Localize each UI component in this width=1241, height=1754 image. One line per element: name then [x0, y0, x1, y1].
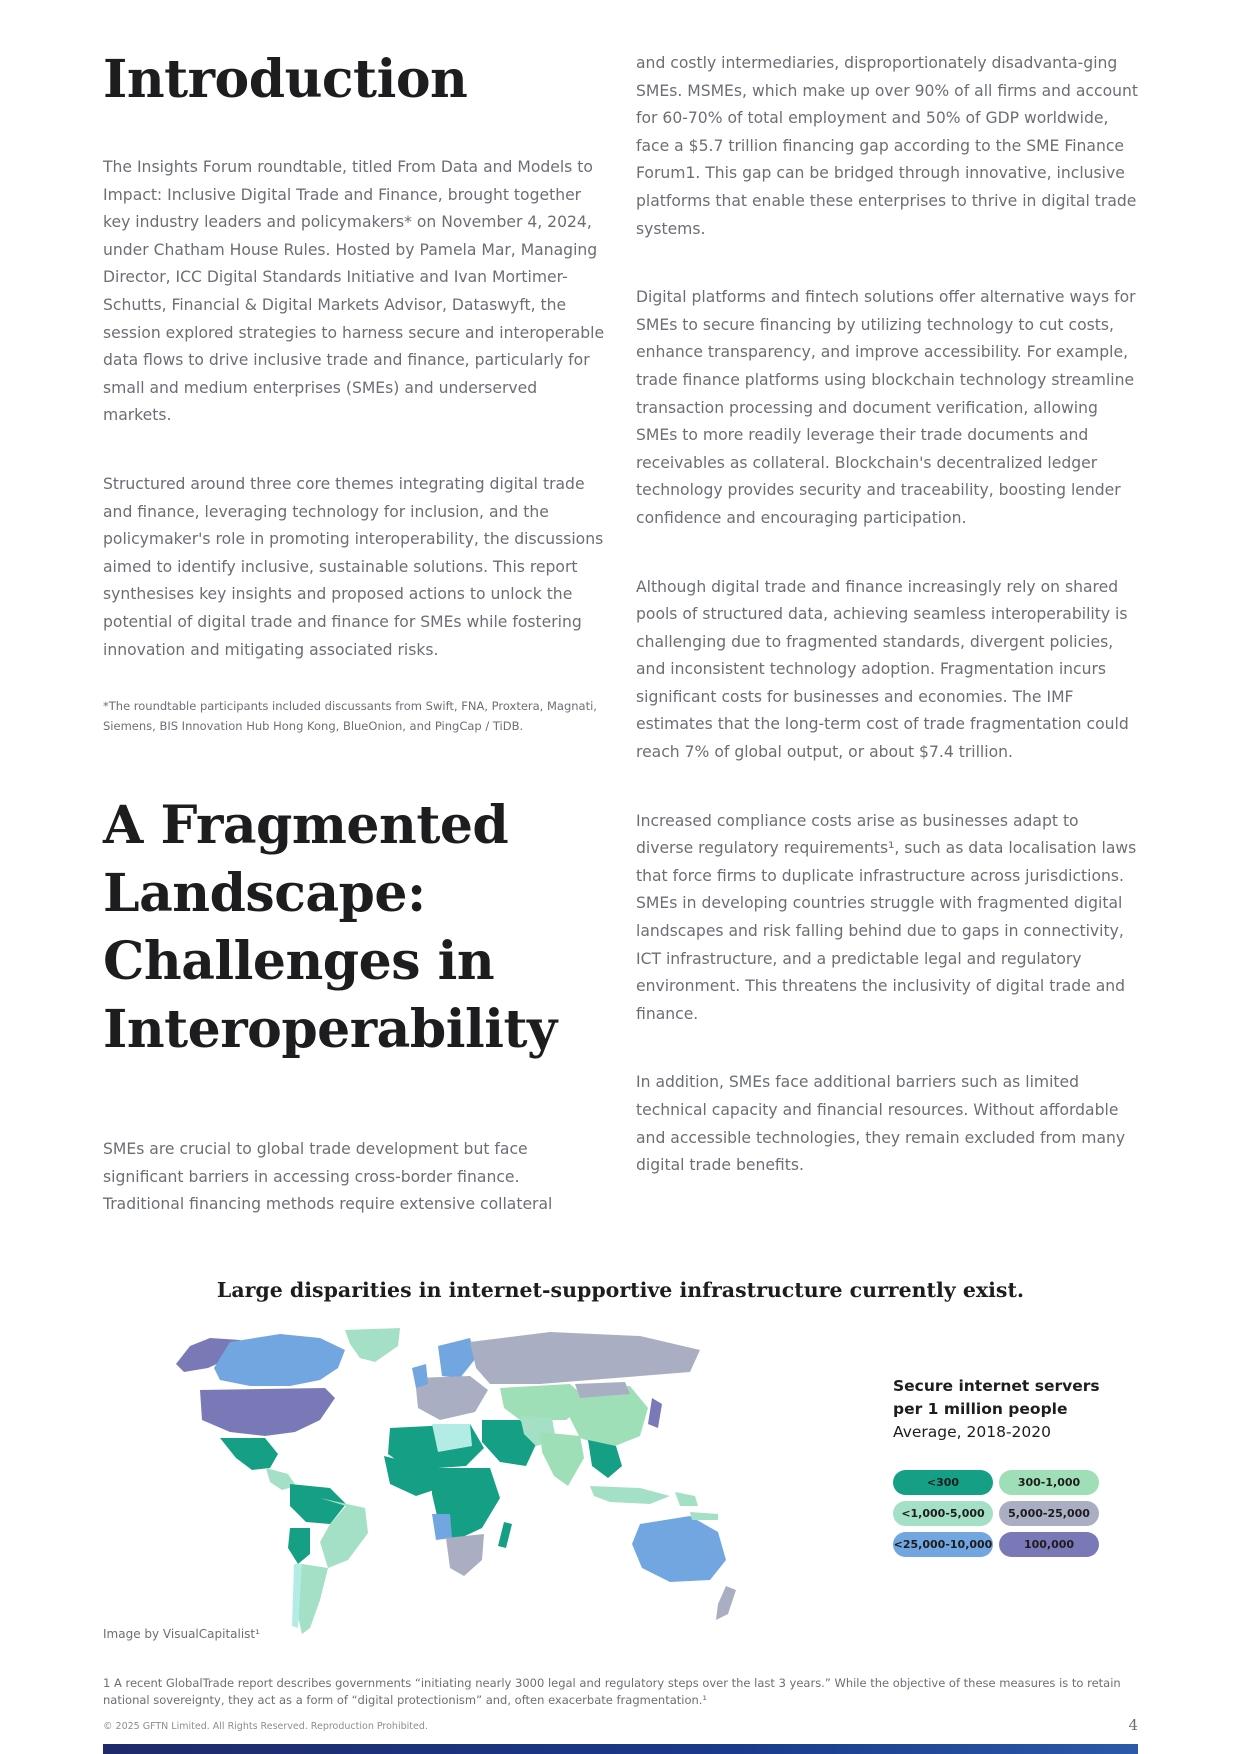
left-column: [103, 44, 605, 1219]
intro-paragraph-1: The Insights Forum roundtable, titled From Data and Models to Impact: Inclusive Digital Trade and Finance, brought together key industry leaders and policymakers* on November 4, 2024, under Chatham House Rules. Hosted by Pamela Mar, Managing Director, ICC Digital Standards Initiative and Ivan Mortimer-Schutts, Financial & Digital Markets Advisor, Dataswyft, the session explored strategies to harness secure and interoperable data flows to drive inclusive trade and finance, particularly for small and medium enterprises (SMEs) and underserved markets.: [103, 158, 605, 425]
legend-item: 5,000-25,000: [999, 1501, 1099, 1526]
legend-title-line-2: per 1 million people: [893, 1400, 1068, 1418]
right-paragraph-4: Increased compliance costs arise as businesses adapt to diverse regulatory requirements¹, such as data localisation laws that force firms to duplicate infrastructure across jurisdictions. SMEs in developing countries struggle with fragmented digital landscapes and risk falling behind due to gaps in connectivity, ICT infrastructure, and a predictable legal and regulatory environment. This threatens the inclusivity of digital trade and finance.: [636, 811, 1137, 1023]
fragmented-paragraph-1: SMEs are crucial to global trade development but face significant barriers in accessing cross-border finance. Traditional financing methods require extensive collateral: [103, 1140, 553, 1214]
map-region-new-zealand: [716, 1586, 736, 1620]
page-number: 4: [1128, 1716, 1138, 1734]
map-region-canada: [214, 1334, 345, 1386]
right-paragraph-3: Although digital trade and finance increasingly rely on shared pools of structured data, achieving seamless interoperability is challenging due to fragmented standards, divergent policies, and inconsistent technology adoption. Fragmentation incurs significant costs for businesses and economies. The IMF estimates that the long-term cost of trade fragmentation could reach 7% of global output, or about $7.4 trillion.: [636, 577, 1129, 762]
map-region-madagascar: [498, 1522, 512, 1548]
introduction-heading: Introduction: [103, 49, 468, 110]
legend-item: 300-1,000: [999, 1470, 1099, 1495]
copyright: © 2025 GFTN Limited. All Rights Reserved. Reproduction Prohibited.: [103, 1721, 428, 1732]
right-column: [636, 50, 1138, 1221]
intro-paragraph-2: Structured around three core themes integrating digital trade and finance, leveraging technology for inclusion, and the policymaker's role in promoting interoperability, the discussions aimed to identify inclusive, sustainable solutions. This report synthesises key insights and proposed actions to unlock the potential of digital trade and finance for SMEs while fostering innovation and mitigating associated risks.: [103, 474, 604, 659]
right-paragraph-2: Digital platforms and fintech solutions offer alternative ways for SMEs to secure financing by utilizing technology to cut costs, enhance transparency, and improve accessibility. For example, trade finance platforms using blockchain technology streamline transaction processing and document verification, allowing SMEs to more readily leverage their trade documents and receivables as collateral. Blockchain's decentralized ledger technology provides security and traceability, boosting lender confidence and encouraging participation.: [636, 288, 1136, 527]
image-credit: Image by VisualCapitalist¹: [103, 1627, 260, 1641]
legend-subtitle: Average, 2018-2020: [893, 1423, 1051, 1441]
legend-item: 100,000: [999, 1532, 1099, 1557]
legend-item: <300: [893, 1470, 993, 1495]
map-region-russia: [470, 1332, 700, 1384]
legend-item: <1,000-5,000: [893, 1501, 993, 1526]
map-region-angola: [432, 1514, 452, 1540]
legend-items: [893, 1470, 1133, 1557]
map-legend: [893, 1375, 1133, 1557]
map-region-indonesia: [590, 1486, 670, 1504]
legend-item: <25,000-10,000: [893, 1532, 993, 1557]
map-region-greenland: [345, 1328, 400, 1362]
legend-title-line-1: Secure internet servers: [893, 1377, 1100, 1395]
footer-bar: [103, 1744, 1138, 1754]
map-region-southeast-asia: [588, 1440, 622, 1478]
map-region-papua: [675, 1492, 698, 1506]
map-region-scandinavia: [438, 1338, 476, 1378]
map-region-india: [540, 1432, 584, 1486]
world-map: [170, 1328, 830, 1658]
map-region-mexico: [220, 1438, 278, 1470]
map-region-uk: [412, 1364, 428, 1388]
map-region-southern-africa: [446, 1534, 484, 1576]
footnote: 1 A recent GlobalTrade report describes governments “initiating nearly 3000 legal and regulatory steps over the last 3 years.” While the objective of these measures is to retain national sovereignty, they act as a form of “digital protectionism” and, often exacerbate fragmentation.¹: [103, 1676, 1121, 1707]
map-region-australia: [632, 1516, 726, 1582]
map-region-pacific-islands: [690, 1512, 718, 1520]
right-paragraph-5: In addition, SMEs face additional barriers such as limited technical capacity and financial resources. Without affordable and accessible technologies, they remain excluded from many digital trade benefits.: [636, 1073, 1126, 1175]
map-region-usa: [200, 1388, 335, 1436]
map-region-andes: [288, 1528, 310, 1564]
figure-title: Large disparities in internet-supportive infrastructure currently exist.: [216, 1278, 1025, 1302]
fragmented-landscape-heading: A Fragmented Landscape: Challenges in Interoperability: [103, 795, 557, 1061]
map-region-japan: [648, 1398, 662, 1428]
right-paragraph-1: and costly intermediaries, disproportionately disadvanta-ging SMEs. MSMEs, which make up over 90% of all firms and account for 60-70% of total employment and 50% of GDP worldwide, face a $5.7 trillion financing gap according to the SME Finance Forum1. This gap can be bridged through innovative, inclusive platforms that enable these enterprises to thrive in digital trade systems.: [636, 54, 1138, 238]
participants-note: *The roundtable participants included discussants from Swift, FNA, Proxtera, Magnati, Siemens, BIS Innovation Hub Hong Kong, BlueOnion, and PingCap / TiDB.: [103, 699, 597, 734]
